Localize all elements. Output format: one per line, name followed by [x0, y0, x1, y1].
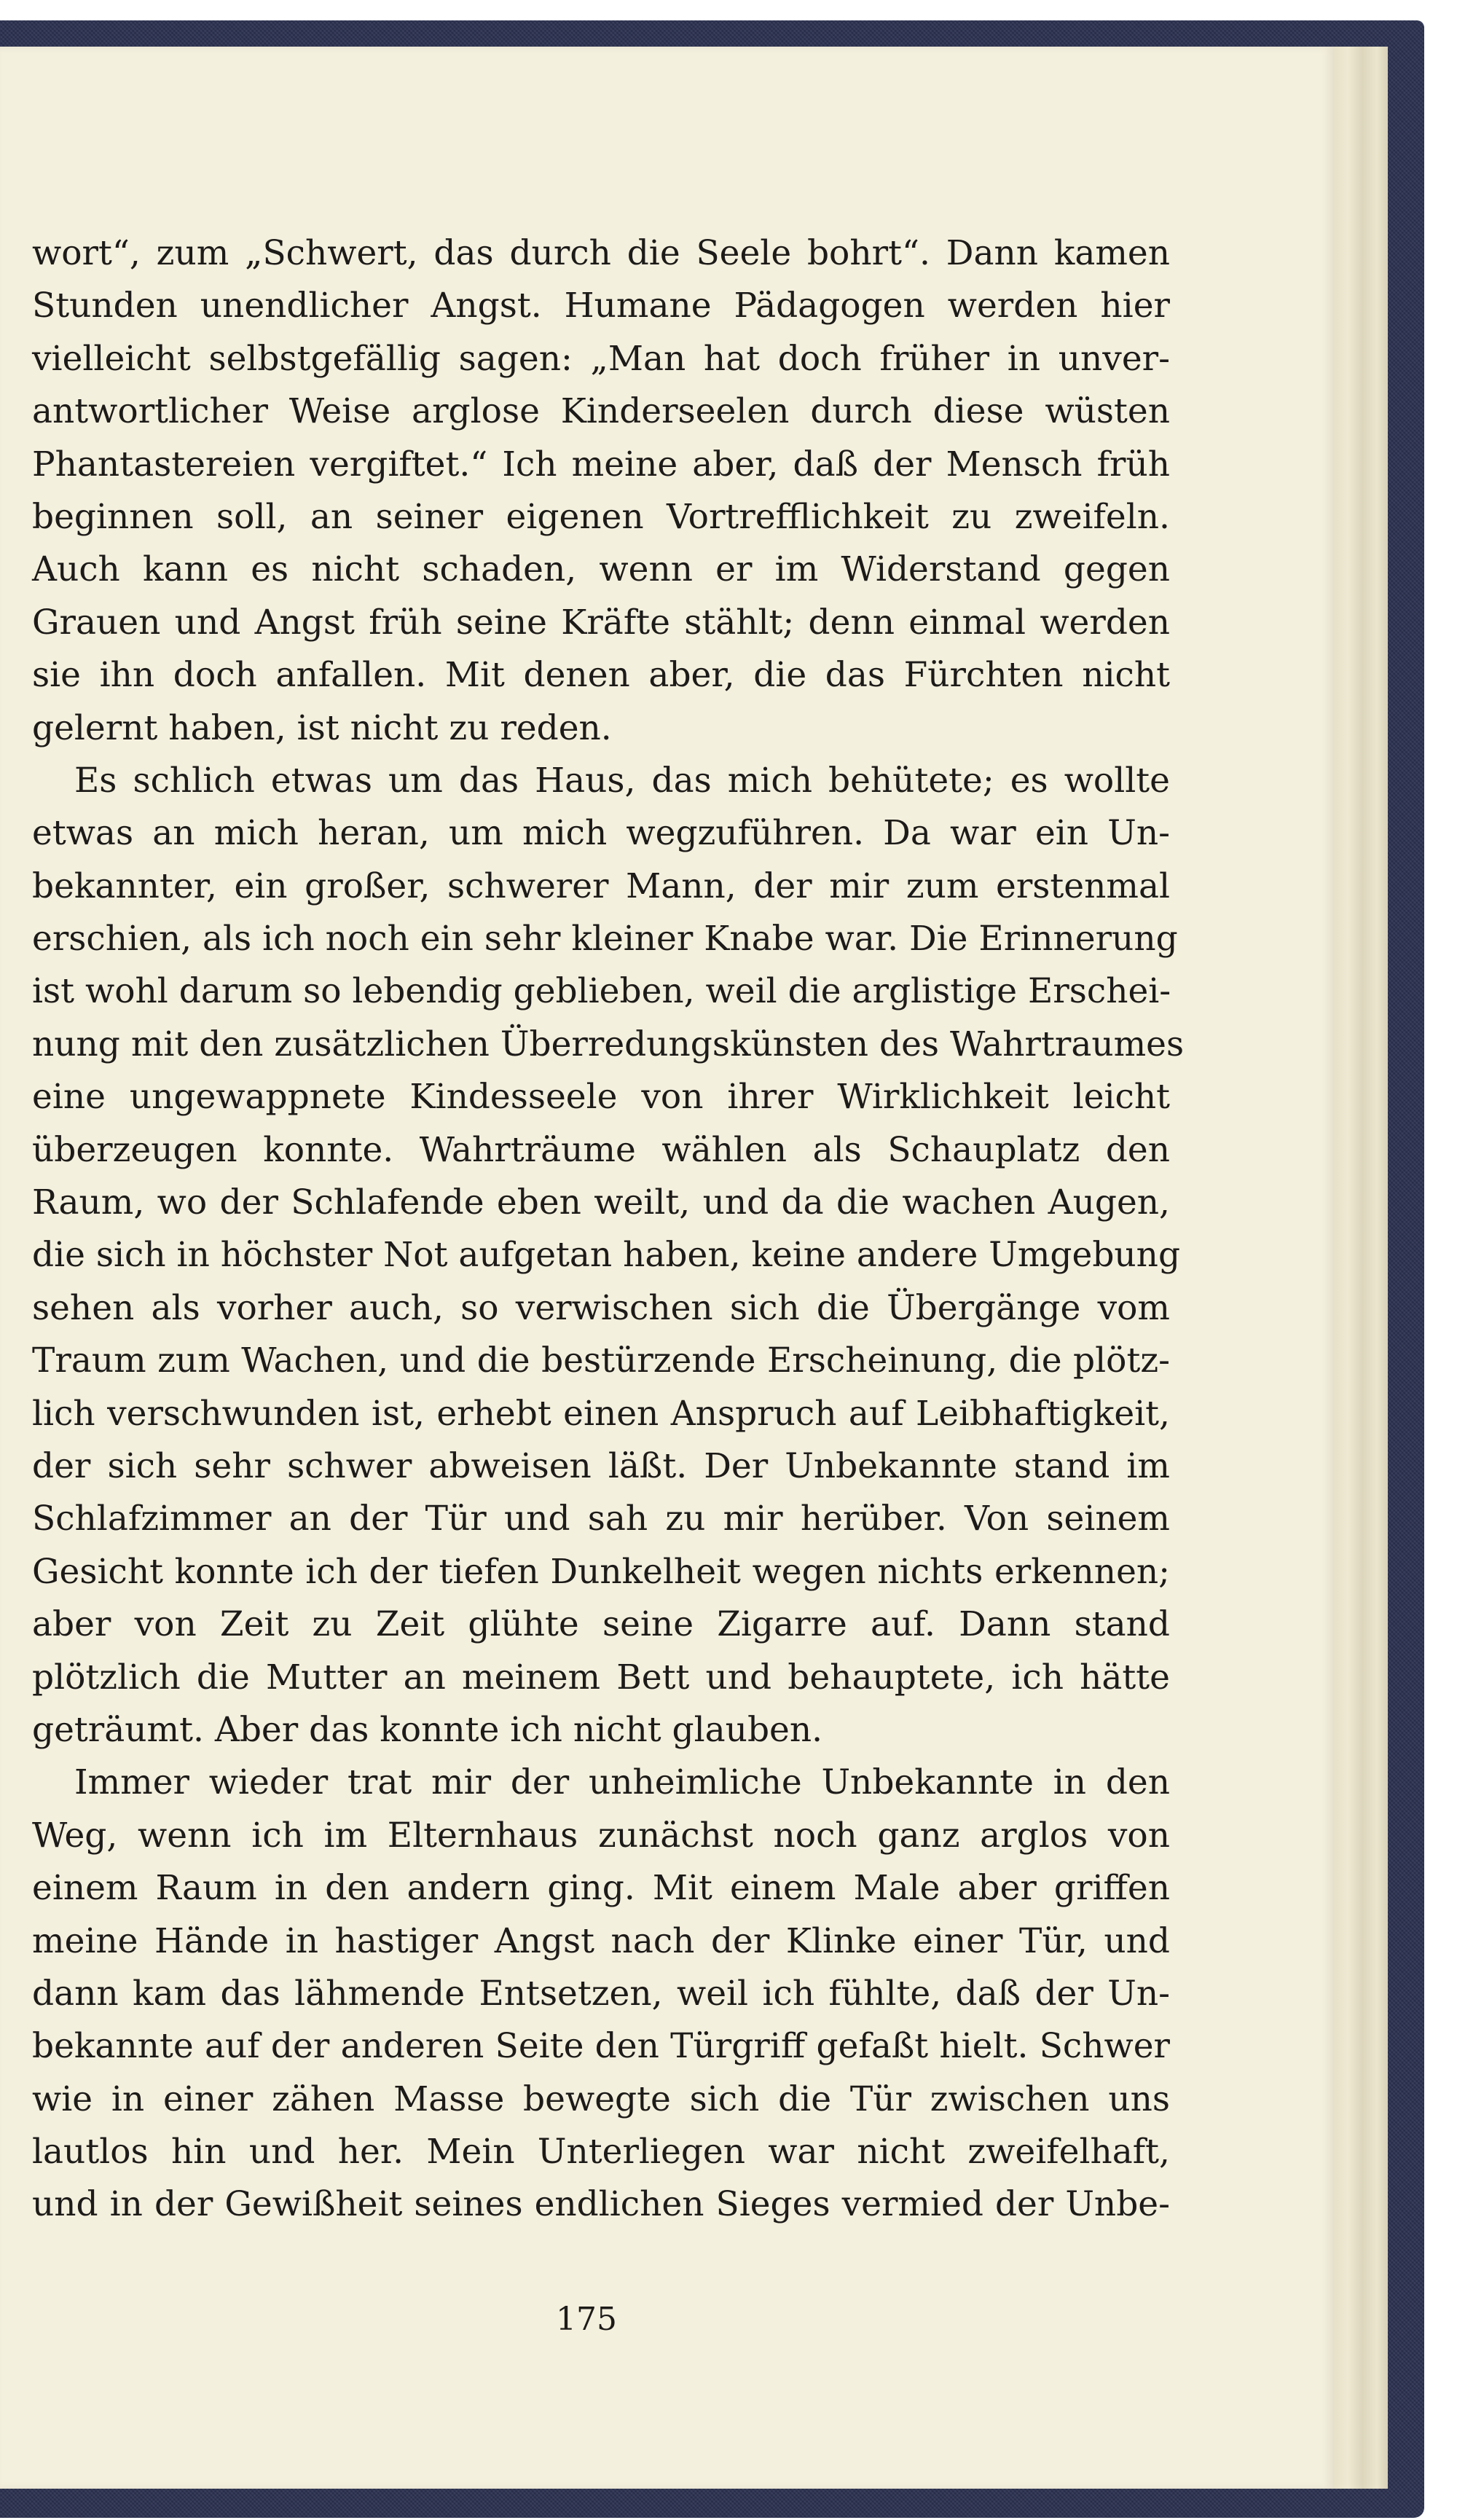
- paragraph: [32, 227, 1170, 755]
- text-line: Grauen und Angst früh seine Kräfte stählt; denn einmal werden: [32, 602, 1170, 643]
- text-line: Immer wieder trat mir der unheimliche Unbekannte in den: [74, 1762, 1170, 1803]
- text-line: meine Hände in hastiger Angst nach der Klinke einer Tür, und: [32, 1920, 1170, 1961]
- text-line: gelernt haben, ist nicht zu reden.: [32, 707, 612, 748]
- text-line: dann kam das lähmende Entsetzen, weil ich fühlte, daß der Un-: [32, 1973, 1170, 2014]
- text-line: bekannter, ein großer, schwerer Mann, der mir zum erstenmal: [32, 865, 1170, 906]
- text-line: erschien, als ich noch ein sehr kleiner Knabe war. Die Erinnerung: [32, 919, 1178, 959]
- text-line: einem Raum in den andern ging. Mit einem Male aber griffen: [32, 1868, 1170, 1909]
- text-line: Gesicht konnte ich der tiefen Dunkelheit wegen nichts erkennen;: [32, 1551, 1170, 1592]
- text-line: Stunden unendlicher Angst. Humane Pädagogen werden hier: [32, 286, 1170, 326]
- text-line: Weg, wenn ich im Elternhaus zunächst noch ganz arglos von: [32, 1815, 1170, 1856]
- text-line: der sich sehr schwer abweisen läßt. Der Unbekannte stand im: [32, 1445, 1170, 1486]
- text-line: geträumt. Aber das konnte ich nicht glauben.: [32, 1709, 823, 1750]
- paragraph: [32, 1756, 1170, 2232]
- text-line: lautlos hin und her. Mein Unterliegen war nicht zweifelhaft,: [32, 2132, 1170, 2172]
- page-number: 175: [556, 2301, 617, 2338]
- text-line: vielleicht selbstgefällig sagen: „Man hat doch früher in unver-: [32, 338, 1170, 379]
- text-line: aber von Zeit zu Zeit glühte seine Zigarre auf. Dann stand: [32, 1604, 1170, 1645]
- text-line: und in der Gewißheit seines endlichen Sieges vermied der Unbe-: [32, 2184, 1170, 2225]
- text-line: bekannte auf der anderen Seite den Türgriff gefaßt hielt. Schwer: [32, 2026, 1170, 2067]
- body-text: [32, 227, 1185, 2232]
- text-line: eine ungewappnete Kindesseele von ihrer Wirklichkeit leicht: [32, 1077, 1170, 1118]
- text-line: antwortlicher Weise arglose Kinderseelen durch diese wüsten: [32, 391, 1170, 432]
- text-line: beginnen soll, an seiner eigenen Vortrefflichkeit zu zweifeln.: [32, 496, 1170, 537]
- text-line: Auch kann es nicht schaden, wenn er im Widerstand gegen: [32, 549, 1170, 590]
- text-line: Raum, wo der Schlafende eben weilt, und da die wachen Augen,: [32, 1182, 1170, 1223]
- text-line: lich verschwunden ist, erhebt einen Anspruch auf Leibhaftigkeit,: [32, 1393, 1170, 1434]
- book-page: [0, 47, 1333, 2489]
- paragraph: [32, 755, 1185, 1756]
- text-line: Traum zum Wachen, und die bestürzende Erscheinung, die plötz-: [32, 1341, 1170, 1381]
- text-line: Es schlich etwas um das Haus, das mich behütete; es wollte: [74, 760, 1170, 801]
- text-line: Schlafzimmer an der Tür und sah zu mir herüber. Von seinem: [32, 1499, 1170, 1539]
- text-line: nung mit den zusätzlichen Überredungskünsten des Wahrtraumes: [32, 1024, 1185, 1064]
- text-line: wort“, zum „Schwert, das durch die Seele bohrt“. Dann kamen: [32, 233, 1170, 273]
- text-line: die sich in höchster Not aufgetan haben, keine andere Umgebung: [32, 1235, 1181, 1276]
- text-line: Phantastereien vergiftet.“ Ich meine aber, daß der Mensch früh: [32, 444, 1170, 484]
- text-line: etwas an mich heran, um mich wegzuführen. Da war ein Un-: [32, 813, 1170, 854]
- text-line: plötzlich die Mutter an meinem Bett und behauptete, ich hätte: [32, 1657, 1170, 1697]
- text-line: überzeugen konnte. Wahrträume wählen als Schauplatz den: [32, 1129, 1170, 1170]
- text-line: wie in einer zähen Masse bewegte sich die Tür zwischen uns: [32, 2079, 1170, 2119]
- text-line: sehen als vorher auch, so verwischen sich die Übergänge vom: [32, 1287, 1170, 1328]
- text-line: sie ihn doch anfallen. Mit denen aber, die das Fürchten nicht: [32, 655, 1170, 696]
- text-line: ist wohl darum so lebendig geblieben, weil die arglistige Erschei-: [32, 971, 1171, 1012]
